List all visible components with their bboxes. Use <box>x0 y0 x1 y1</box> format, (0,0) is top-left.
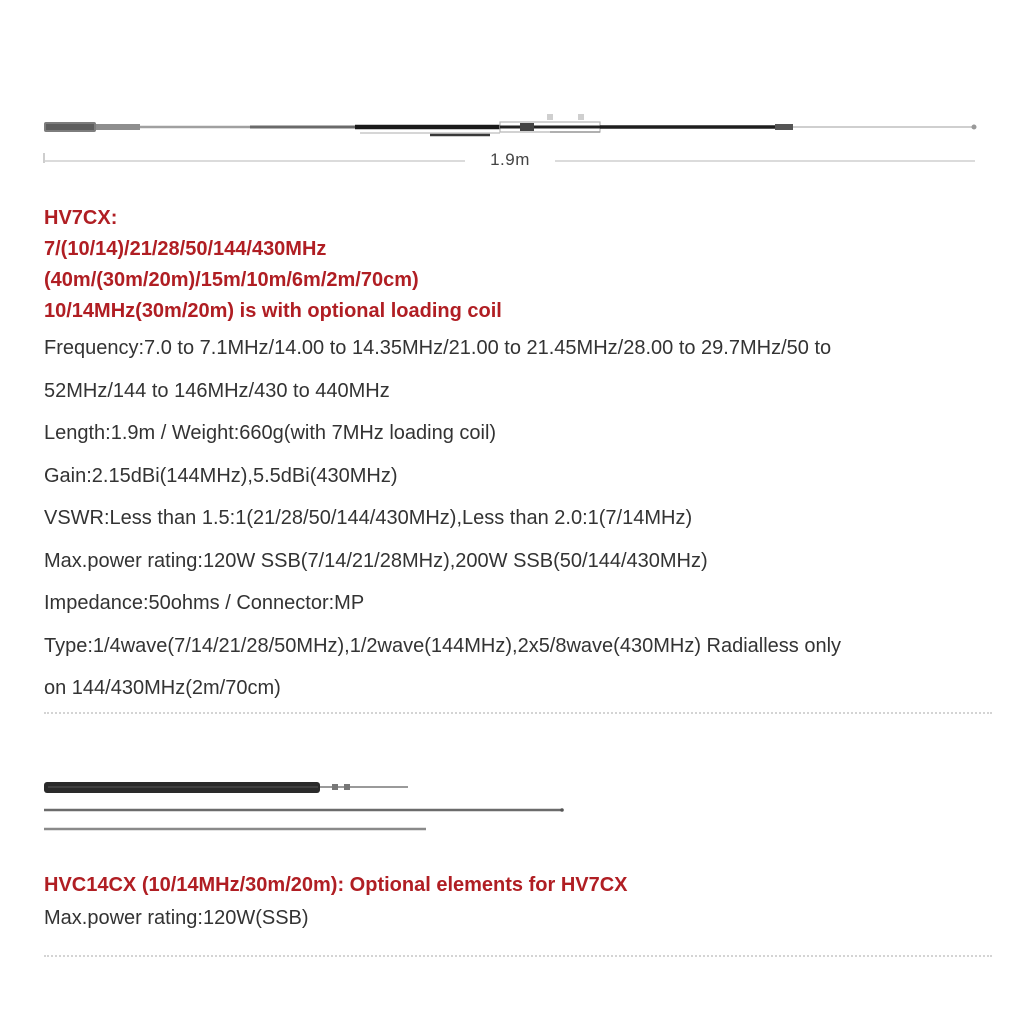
spec-type-cont: on 144/430MHz(2m/70cm) <box>44 677 281 699</box>
hvc14cx-title: HVC14CX (10/14MHz/30m/20m): Optional elements for HV7CX <box>44 874 628 896</box>
section-divider <box>44 712 992 714</box>
hvc14cx-description <box>44 870 1004 935</box>
next-section-fragment <box>44 1016 992 1024</box>
section-divider-2 <box>44 955 992 957</box>
spec-vswr: VSWR:Less than 1.5:1(21/28/50/144/430MHz),Less than 2.0:1(7/14MHz) <box>44 507 693 529</box>
hv7cx-description <box>44 203 1004 710</box>
hv7cx-title: HV7CX: <box>44 207 118 229</box>
hv7cx-note: 10/14MHz(30m/20m) is with optional loading coil <box>44 300 502 322</box>
hv7cx-antenna-image <box>0 95 1024 185</box>
spec-gain: Gain:2.15dBi(144MHz),5.5dBi(430MHz) <box>44 464 398 487</box>
spec-max-power: Max.power rating:120W SSB(7/14/21/28MHz),200W SSB(50/144/430MHz) <box>44 549 708 572</box>
hv7cx-bands-mhz: 7/(10/14)/21/28/50/144/430MHz <box>44 238 327 260</box>
hvc14cx-max-power: Max.power rating:120W(SSB) <box>44 907 309 929</box>
spec-frequency: Frequency:7.0 to 7.1MHz/14.00 to 14.35MHz/21.00 to 21.45MHz/28.00 to 29.7MHz/50 to <box>44 337 832 359</box>
dimension-label: 1.9m <box>490 150 530 169</box>
spec-type: Type:1/4wave(7/14/21/28/50MHz),1/2wave(144MHz),2x5/8wave(430MHz) Radialless only <box>44 634 842 657</box>
antenna-tip <box>972 125 977 130</box>
hv7cx-bands-m: (40m/(30m/20m)/15m/10m/6m/2m/70cm) <box>44 269 419 291</box>
spec-impedance-connector: Impedance:50ohms / Connector:MP <box>44 592 365 614</box>
spec-frequency-cont: 52MHz/144 to 146MHz/430 to 440MHz <box>44 379 390 402</box>
antenna-lower-sleeve <box>96 124 140 130</box>
hvc14cx-elements-image <box>0 770 1024 840</box>
spec-length-weight: Length:1.9m / Weight:660g(with 7MHz loading coil) <box>44 422 497 444</box>
